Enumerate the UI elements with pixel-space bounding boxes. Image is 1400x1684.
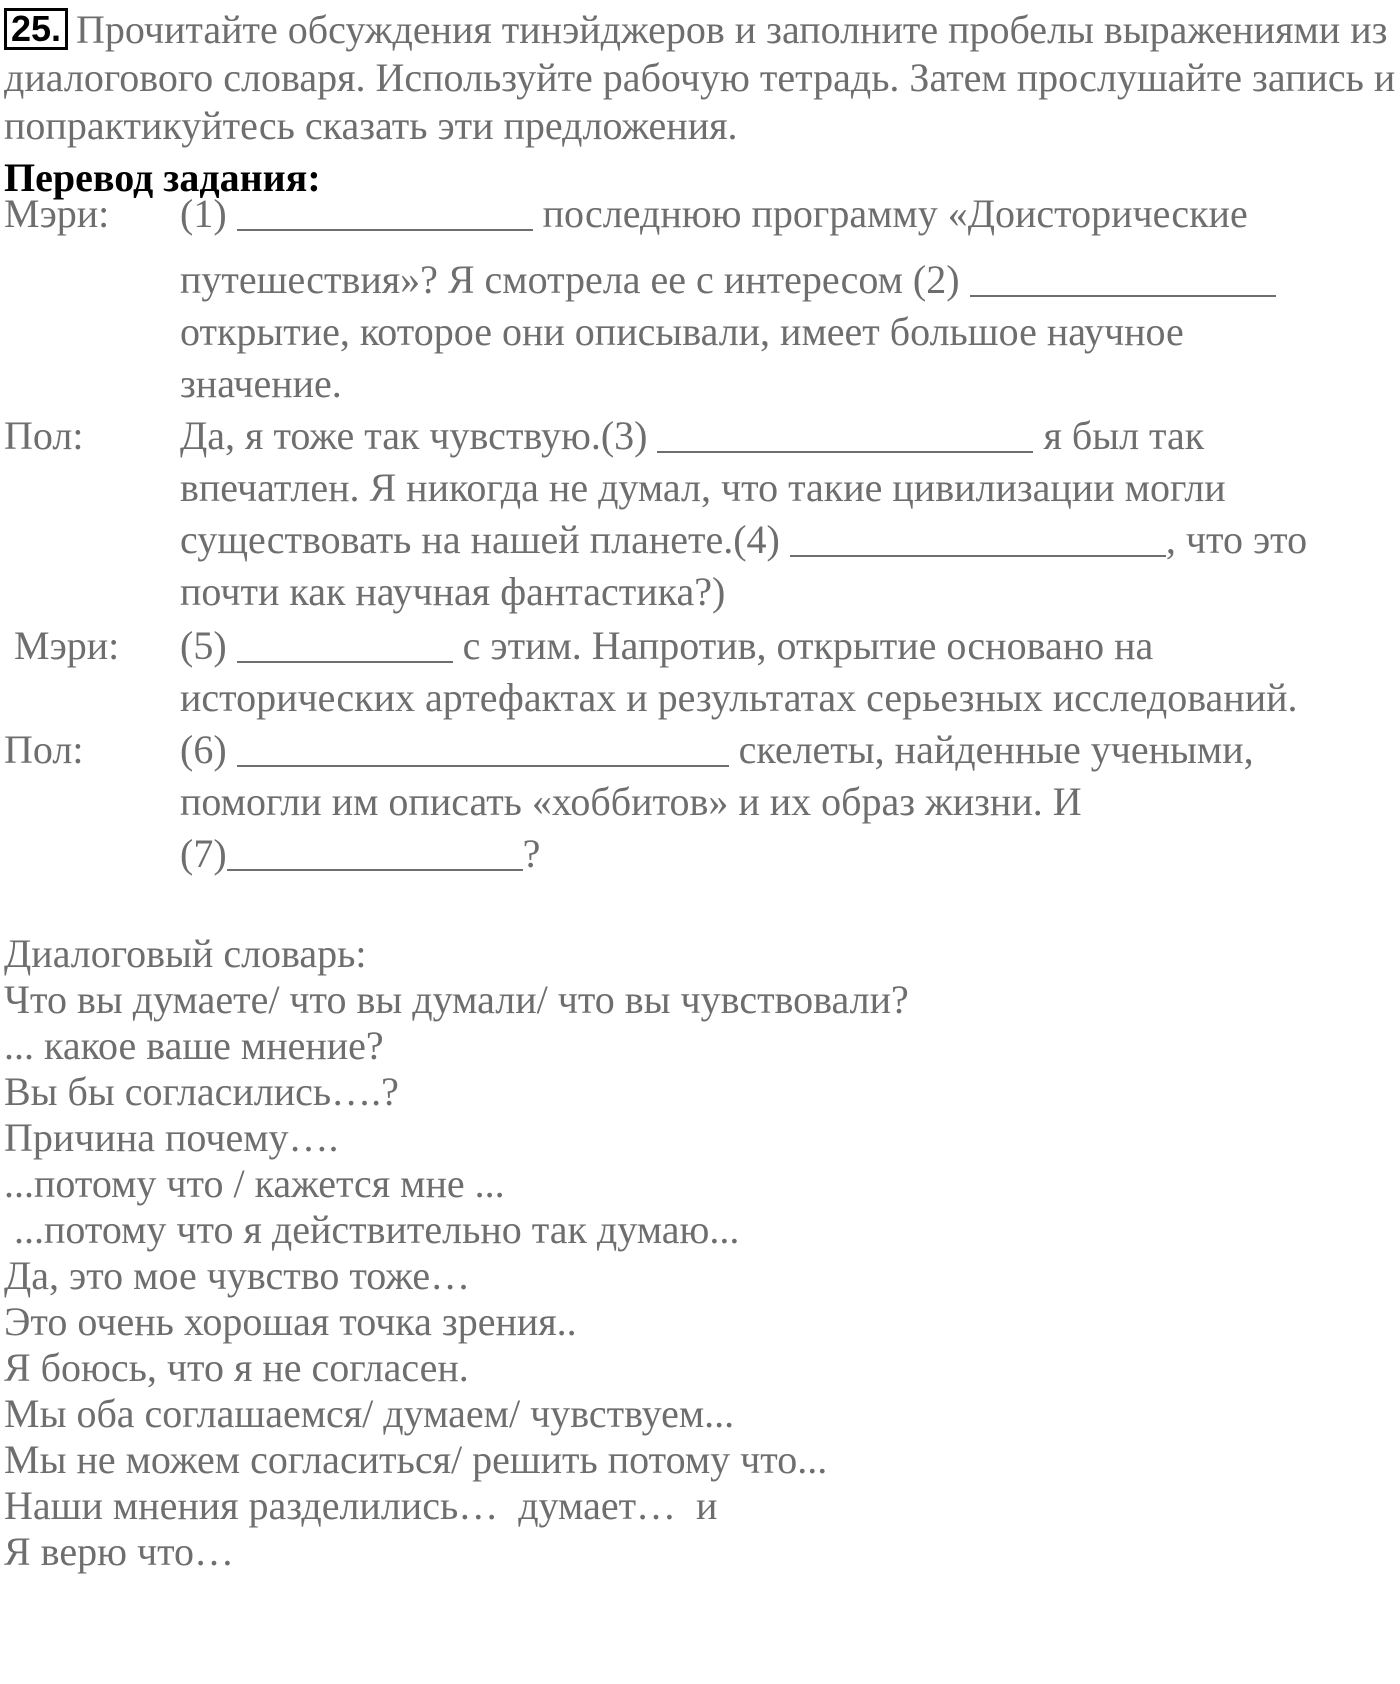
blank-number-5: (5) [180,623,227,668]
dialogue-line: впечатлен. Я никогда не думал, что такие цивилизации могли [180,465,1226,510]
line-text: скелеты, найденные учеными, [738,727,1254,772]
dialogue-line: почти как научная фантастика?) [180,569,726,614]
vocabulary-item: Вы бы согласились….? [4,1069,399,1114]
vocabulary-item: Наши мнения разделились… думает… и [4,1483,718,1528]
vocabulary-item: Причина почему…. [4,1115,339,1160]
task-instruction: Прочитайте обсуждения тинэйджеров и заполните пробелы выражениями из диалогового словаря. Используйте рабочую тетрадь. Затем прослушайте запись и попрактикуйтесь сказать эти предложения. [4,7,1396,148]
dialogue-line [180,830,540,878]
blank-2[interactable] [970,259,1276,297]
blank-number-7: (7) [180,831,227,876]
blank-6[interactable] [237,729,729,767]
blank-4[interactable] [790,519,1166,557]
line-text: ? [522,831,541,876]
dialogue-line: исторических артефактах и результатах серьезных исследований. [180,675,1298,720]
vocabulary-item: ...потому что / кажется мне ... [4,1161,505,1206]
task-number-badge: 25. [4,8,68,50]
blank-3[interactable] [657,415,1033,453]
line-text: Да, я тоже так чувствую.(3) [180,413,648,458]
vocabulary-item: Мы оба соглашаемся/ думаем/ чувствуем... [4,1391,735,1436]
vocabulary-item: Да, это мое чувство тоже… [4,1253,471,1298]
dialogue-line: открытие, которое они описывали, имеет большое научное [180,309,1184,354]
line-text: я был так [1043,413,1205,458]
dialogue-line [180,516,1307,564]
dialogue-line [180,726,1254,774]
speaker-paul-2: Пол: [4,727,84,772]
dialogue-line: помогли им описать «хоббитов» и их образ жизни. И [180,779,1082,824]
line-text: с этим. Напротив, открытие основано на [462,623,1154,668]
blank-5[interactable] [237,625,453,663]
blank-1[interactable] [237,193,533,231]
vocabulary-item: Я верю что… [4,1529,235,1574]
line-text: последнюю программу «Доисторические [542,191,1248,236]
dialogue-line [180,190,1248,238]
blank-number-6: (6) [180,727,227,772]
vocabulary-item: Я боюсь, что я не согласен. [4,1345,469,1390]
speaker-mary-1: Мэри: [4,191,110,236]
dialogue-line [180,622,1153,670]
dialogue-line [180,256,1276,304]
vocabulary-item: Мы не можем согласиться/ решить потому что... [4,1437,828,1482]
line-text: путешествия»? Я смотрела ее с интересом (2) [180,257,960,302]
vocabulary-title: Диалоговый словарь: [4,931,367,976]
vocabulary-item: Что вы думаете/ что вы думали/ что вы чувствовали? [4,977,909,1022]
speaker-mary-2: Мэри: [14,623,120,668]
line-text: существовать на нашей планете.(4) [180,517,780,562]
blank-7[interactable] [227,833,523,871]
speaker-paul-1: Пол: [4,413,84,458]
dialogue-line: значение. [180,361,342,406]
dialogue-line [180,412,1204,460]
line-text: , что это [1165,517,1308,562]
task-instruction-block [4,6,1396,150]
vocabulary-item: Это очень хорошая точка зрения.. [4,1299,577,1344]
vocabulary-item: ... какое ваше мнение? [4,1023,384,1068]
vocabulary-item: ...потому что я действительно так думаю... [4,1207,740,1252]
translation-heading: Перевод задания: [4,155,321,200]
blank-number-1: (1) [180,191,227,236]
